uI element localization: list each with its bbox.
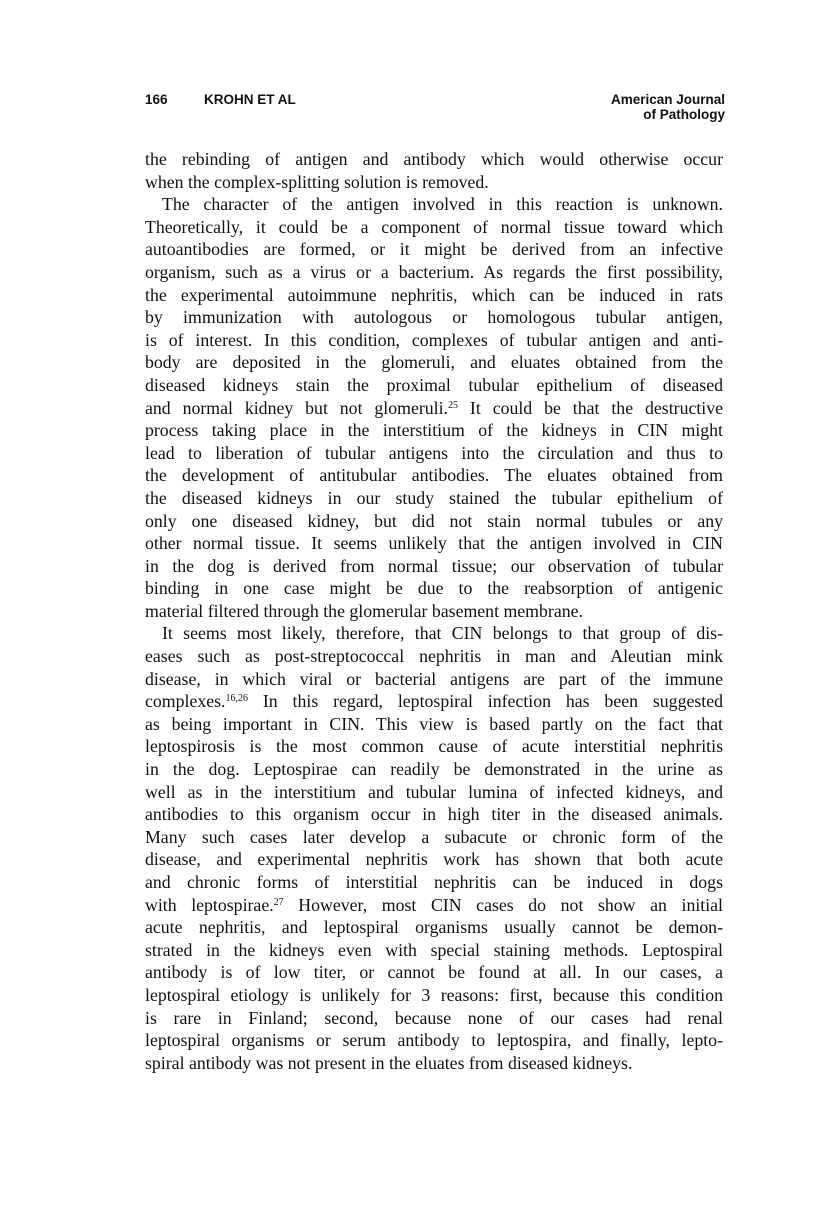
text-line: as being important in CIN. This view is based partly on the fact that bbox=[145, 713, 723, 734]
paragraph-3 bbox=[145, 622, 723, 1074]
citation-reference: 16,26 bbox=[225, 693, 248, 705]
text-line: by immunization with autologous or homologous tubular antigen, bbox=[145, 307, 723, 328]
text-line: complexes.$^{16,26}$ In this regard, leptospiral infection has been suggested bbox=[145, 691, 723, 712]
text-line: eases such as post-streptococcal nephritis in man and Aleutian mink bbox=[145, 646, 723, 667]
text-line: body are deposited in the glomeruli, and eluates obtained from the bbox=[145, 352, 723, 373]
citation-reference: 25 bbox=[448, 399, 459, 411]
text-line: the rebinding of antigen and antibody which would otherwise occur bbox=[145, 149, 723, 169]
text-line: strated in the kidneys even with special staining methods. Leptospiral bbox=[145, 939, 723, 960]
text-line: leptospiral organisms or serum antibody to leptospira, and finally, lepto- bbox=[145, 1030, 723, 1051]
journal-name-line-1: American Journal bbox=[610, 92, 725, 107]
text-line: diseased kidneys stain the proximal tubular epithelium of diseased bbox=[145, 374, 723, 395]
text-line: only one diseased kidney, but did not stain normal tubules or any bbox=[145, 510, 723, 531]
text-line: is of interest. In this condition, complexes of tubular antigen and anti- bbox=[145, 329, 723, 350]
body-text bbox=[145, 148, 723, 1074]
text-line: well as in the interstitium and tubular lumina of infected kidneys, and bbox=[145, 781, 723, 802]
citation-reference: 27 bbox=[273, 896, 284, 908]
text-line: autoantibodies are formed, or it might be derived from an infective bbox=[145, 239, 723, 260]
text-line: disease, in which viral or bacterial antigens are part of the immune bbox=[145, 668, 723, 689]
journal-name-line-2: of Pathology bbox=[643, 107, 725, 122]
text-line: with leptospirae.$^{27}$ However, most CIN cases do not show an initial bbox=[145, 894, 723, 915]
text-line: other normal tissue. It seems unlikely that the antigen involved in CIN bbox=[145, 533, 723, 554]
text-line: and normal kidney but not glomeruli.$^{25}$ It could be that the destructive bbox=[145, 397, 724, 418]
running-head-authors: KROHN ET AL bbox=[204, 92, 296, 107]
text-line: material filtered through the glomerular basement membrane. bbox=[145, 600, 583, 621]
text-line: It seems most likely, therefore, that CIN belongs to that group of dis- bbox=[162, 623, 723, 644]
paragraph-2 bbox=[145, 193, 723, 622]
text-line: is rare in Finland; second, because none of our cases had renal bbox=[145, 1007, 723, 1028]
text-line: Many such cases later develop a subacute or chronic form of the bbox=[145, 826, 723, 847]
text-line: and chronic forms of interstitial nephritis can be induced in dogs bbox=[145, 872, 723, 892]
text-line: disease, and experimental nephritis work has shown that both acute bbox=[145, 849, 723, 870]
text-line: when the complex-splitting solution is removed. bbox=[145, 171, 489, 192]
text-line: organism, such as a virus or a bacterium. As regards the first possibility, bbox=[145, 261, 723, 282]
text-line: the diseased kidneys in our study stained the tubular epithelium of bbox=[145, 487, 723, 508]
journal-name bbox=[611, 92, 725, 122]
text-line: antibody is of low titer, or cannot be found at all. In our cases, a bbox=[145, 962, 723, 983]
text-line: Theoretically, it could be a component of normal tissue toward which bbox=[145, 216, 723, 237]
text-line: process taking place in the interstitium of the kidneys in CIN might bbox=[145, 420, 723, 441]
text-line: binding in one case might be due to the reabsorption of antigenic bbox=[145, 578, 723, 599]
text-line: the experimental autoimmune nephritis, which can be induced in rats bbox=[145, 284, 723, 305]
text-line: leptospiral etiology is unlikely for 3 reasons: first, because this condition bbox=[145, 984, 723, 1005]
running-head bbox=[145, 92, 725, 128]
text-line: leptospirosis is the most common cause of acute interstitial nephritis bbox=[145, 736, 723, 757]
text-line: in the dog. Leptospirae can readily be demonstrated in the urine as bbox=[145, 759, 723, 780]
text-line: spiral antibody was not present in the eluates from diseased kidneys. bbox=[145, 1052, 633, 1073]
text-line: the development of antitubular antibodies. The eluates obtained from bbox=[145, 465, 723, 486]
text-line: The character of the antigen involved in this reaction is unknown. bbox=[162, 194, 723, 215]
page-number: 166 bbox=[145, 92, 168, 107]
text-line: antibodies to this organism occur in high titer in the diseased animals. bbox=[145, 804, 723, 825]
text-line: in the dog is derived from normal tissue; our observation of tubular bbox=[145, 555, 723, 576]
text-line: lead to liberation of tubular antigens into the circulation and thus to bbox=[145, 442, 723, 463]
paragraph-1 bbox=[145, 148, 723, 193]
text-line: acute nephritis, and leptospiral organisms usually cannot be demon- bbox=[145, 917, 723, 938]
